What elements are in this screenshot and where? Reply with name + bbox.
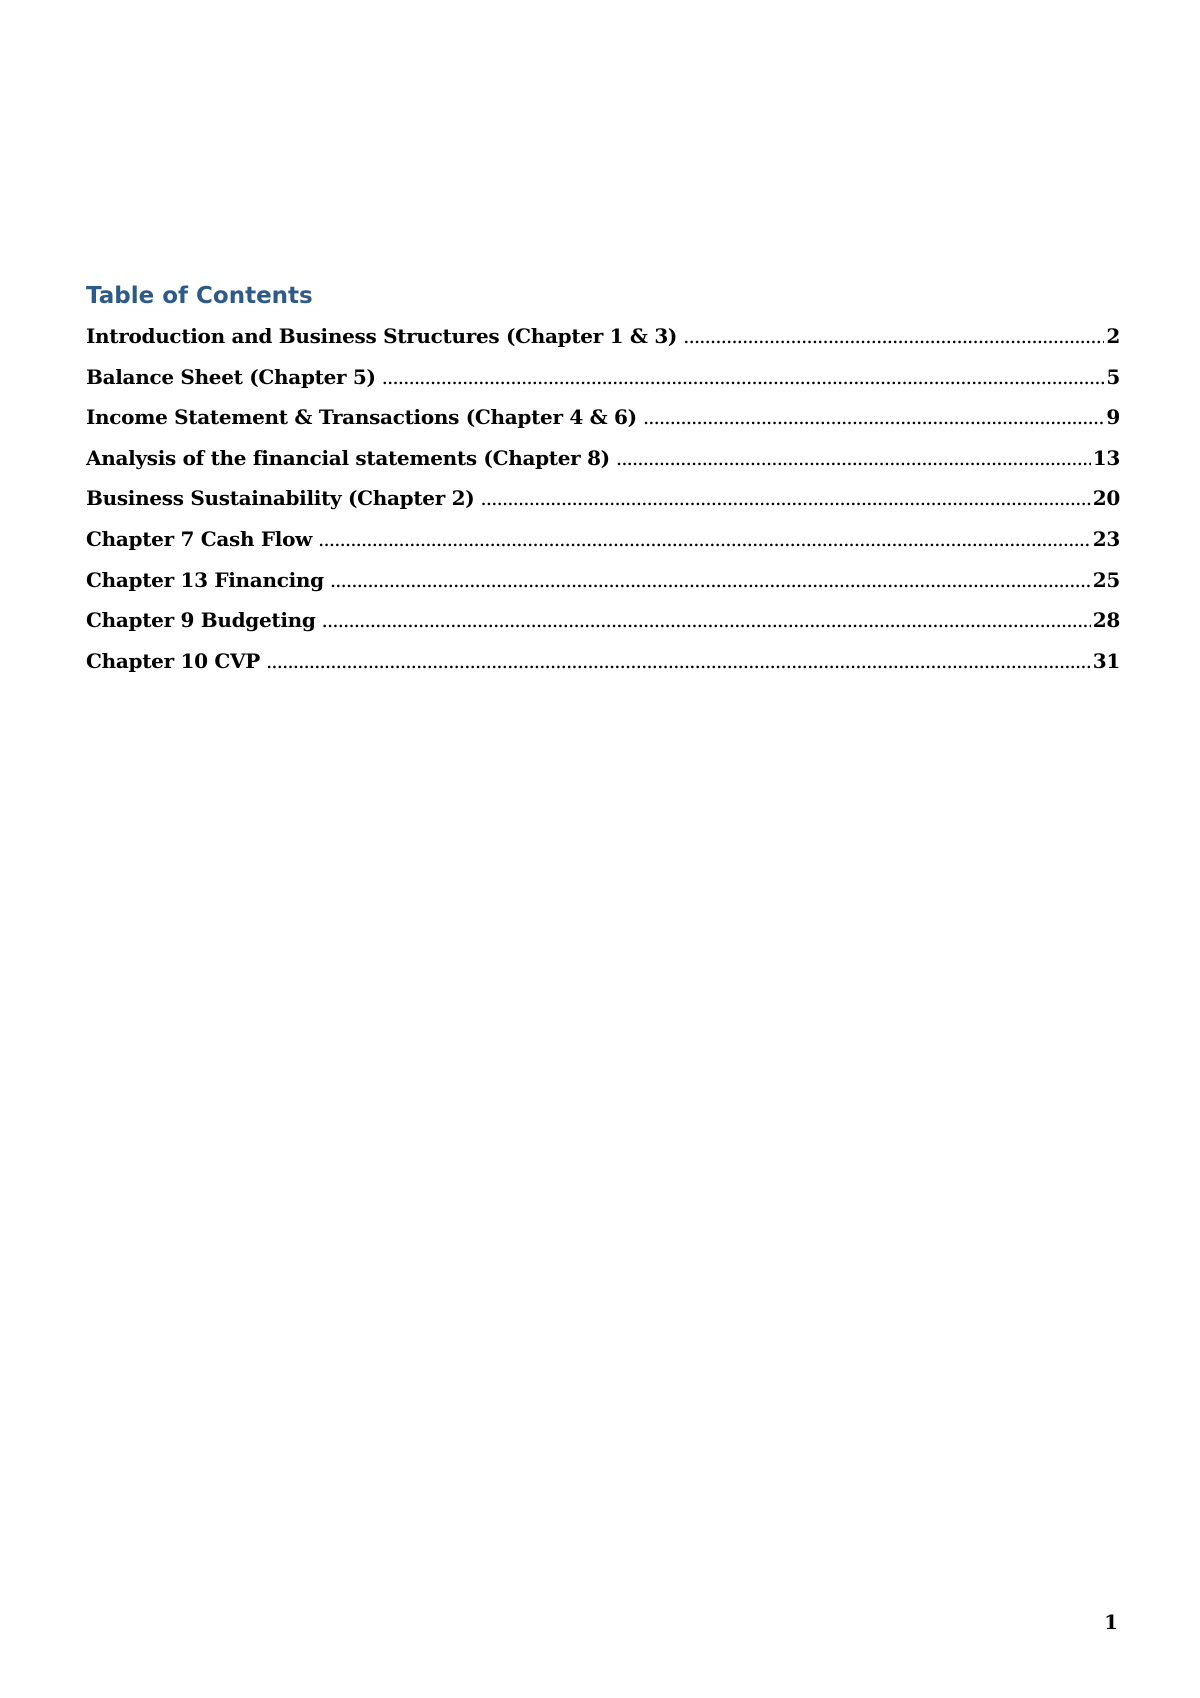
toc-title: Table of Contents — [86, 283, 313, 309]
toc-entry[interactable] — [86, 446, 1120, 487]
toc-leader-dots — [382, 365, 1105, 389]
toc-entry[interactable] — [86, 324, 1120, 365]
toc-entry[interactable] — [86, 486, 1120, 527]
toc-entry-text: Income Statement & Transactions (Chapter 4 & 6) — [86, 405, 637, 430]
toc-entry-page: 2 — [1106, 324, 1120, 348]
toc-entry-page: 13 — [1092, 445, 1120, 470]
toc-entry[interactable] — [86, 405, 1120, 446]
toc-leader-dots — [318, 527, 1091, 551]
toc-entry[interactable] — [86, 568, 1120, 609]
toc-entry-text: Chapter 7 Cash Flow — [86, 526, 313, 551]
toc-entry[interactable] — [86, 527, 1120, 568]
toc-list — [86, 324, 1120, 689]
toc-leader-dots — [643, 405, 1105, 429]
toc-entry-text: Analysis of the financial statements (Chapter 8) — [86, 445, 610, 470]
toc-entry-page: 5 — [1106, 364, 1120, 389]
toc-leader-dots — [266, 649, 1091, 673]
toc-entry[interactable] — [86, 365, 1120, 406]
table-of-contents — [86, 282, 1120, 689]
toc-leader-dots — [322, 608, 1091, 632]
toc-leader-dots — [330, 568, 1091, 592]
toc-entry-page: 25 — [1092, 567, 1120, 592]
toc-entry-page: 28 — [1092, 608, 1120, 633]
toc-entry-text: Chapter 13 Financing — [86, 567, 324, 592]
page-number: 1 — [1104, 1610, 1118, 1634]
toc-entry-page: 23 — [1092, 526, 1120, 551]
toc-entry-text: Chapter 9 Budgeting — [86, 608, 316, 633]
toc-entry-page: 31 — [1092, 648, 1120, 673]
toc-entry-text: Balance Sheet (Chapter 5) — [86, 364, 376, 389]
toc-entry[interactable] — [86, 649, 1120, 690]
toc-entry-page: 9 — [1106, 405, 1120, 430]
toc-entry-text: Chapter 10 CVP — [86, 648, 260, 673]
toc-leader-dots — [480, 486, 1090, 510]
toc-entry-text: Introduction and Business Structures (Chapter 1 & 3) — [86, 324, 678, 348]
toc-entry[interactable] — [86, 608, 1120, 649]
toc-entry-text: Business Sustainability (Chapter 2) — [86, 486, 475, 511]
toc-leader-dots — [616, 446, 1091, 470]
toc-leader-dots — [683, 324, 1104, 348]
toc-entry-page: 20 — [1092, 486, 1120, 511]
